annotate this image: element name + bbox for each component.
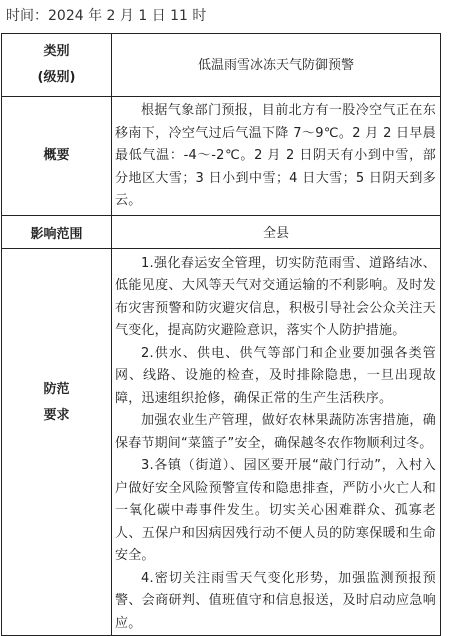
measures-row: [2, 248, 441, 636]
overview-row: [2, 97, 441, 216]
measures-label-line2: 要求: [43, 407, 70, 423]
level-label: (级别): [37, 70, 76, 85]
category-label-cell: [2, 34, 112, 97]
scope-row: [2, 215, 441, 248]
category-label: 类别: [43, 44, 70, 59]
measures-label-line1: 防范: [43, 381, 70, 397]
measure-item: 4.密切关注雨雪天气变化形势，加强监测预报预警、会商研判、值班值守和信息报送，及时启动应急响应。: [115, 570, 436, 631]
overview-cell: [112, 97, 441, 216]
measure-item: 3.各镇（街道）、园区要开展“敲门行动”，入村入户做好安全风险预警宣传和隐患排查，严防小火亡人和一氧化碳中毒事件发生。切实关心困难群众、孤寡老人、五保户和因病因残行动不便人员的防寒保暖和生命安全。: [115, 458, 436, 563]
measure-item: 1.强化春运安全管理，切实防范雨雪、道路结冰、低能见度、大风等天气对交通运输的不利影响。及时发布灾害预警和防灾避灾信息，积极引导社会公众关注天气变化，提高防灾避险意识，落实个人防护措施。: [115, 255, 436, 338]
measure-item: 2.供水、供电、供气等部门和企业要加强各类管网、线路、设施的检查，及时排除隐患，一旦出现故障，迅速组织抢修，确保正常的生产生活秩序。: [115, 345, 436, 406]
scope-value: 全县: [112, 215, 441, 248]
scope-label: 影响范围: [2, 215, 112, 248]
measures-cell: [112, 248, 441, 636]
warning-table: [1, 33, 441, 636]
overview-label: 概要: [2, 97, 112, 216]
measure-item: 加强农业生产管理，做好农林果蔬防冻害措施，确保春节期间“菜篮子”安全，确保越冬农作物顺利过冬。: [115, 413, 436, 451]
measures-label-cell: [2, 248, 112, 636]
category-row: [2, 34, 441, 97]
overview-text: 根据气象部门预报，目前北方有一股冷空气正在东移南下，冷空气过后气温下降 7～9℃。2 月 2 日早晨最低气温：-4～-2℃。2 月 2 日阴天有小到中雪，部分地区大雪；3 日小到中雪；4 日大雪；5 日阴天到多云。: [115, 103, 436, 208]
category-value: 低温雨雪冰冻天气防御预警: [112, 34, 441, 97]
issue-time: 时间：2024 年 2 月 1 日 11 时: [6, 8, 207, 24]
